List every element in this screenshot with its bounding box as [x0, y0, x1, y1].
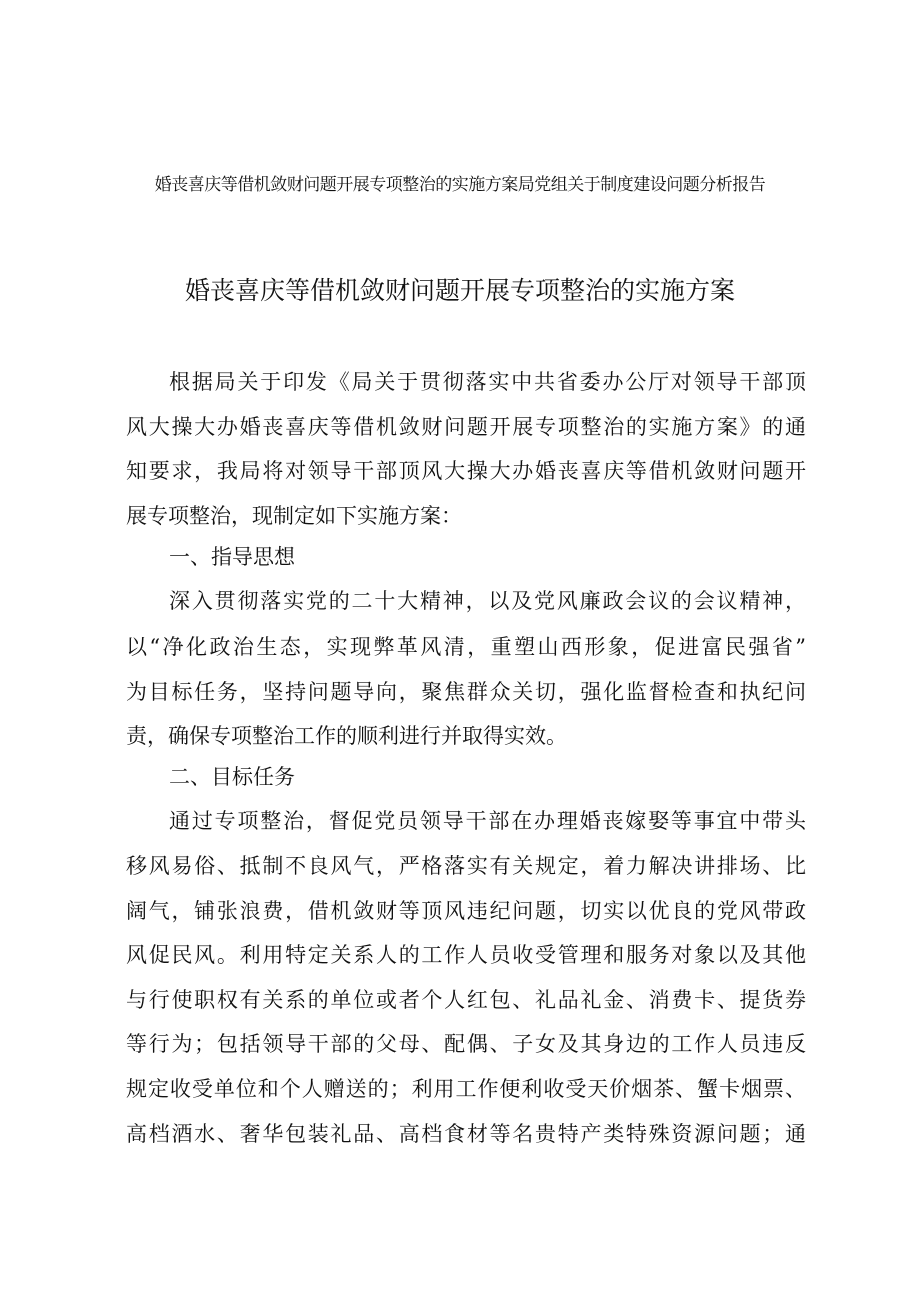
- section2-line: 阔气，铺张浪费，借机敛财等顶风违纪问题，切实以优良的党风带政: [126, 899, 806, 923]
- section2-line: 风促民风。利用特定关系人的工作人员收受管理和服务对象以及其他: [126, 943, 806, 967]
- document-header: 婚丧喜庆等借机敛财问题开展专项整治的实施方案局党组关于制度建设问题分析报告: [154, 175, 766, 195]
- intro-line: 展专项整治，现制定如下实施方案：: [126, 504, 462, 528]
- section1-line: 深入贯彻落实党的二十大精神，以及党风廉政会议的会议精神，: [169, 589, 806, 613]
- section1-line: 以“净化政治生态，实现弊革风清，重塑山西形象，促进富民强省”: [126, 635, 806, 659]
- section-heading-guiding-ideology: 一、指导思想: [169, 545, 295, 569]
- intro-line: 风大操大办婚丧喜庆等借机敛财问题开展专项整治的实施方案》的通: [126, 415, 806, 439]
- intro-line: 根据局关于印发《局关于贯彻落实中共省委办公厅对领导干部顶: [169, 370, 806, 394]
- section1-line: 责，确保专项整治工作的顺利进行并取得实效。: [126, 724, 567, 748]
- section2-line: 移风易俗、抵制不良风气，严格落实有关规定，着力解决讲排场、比: [126, 854, 806, 878]
- section2-line: 通过专项整治，督促党员领导干部在办理婚丧嫁娶等事宜中带头: [169, 809, 806, 833]
- section2-line: 等行为；包括领导干部的父母、配偶、子女及其身边的工作人员违反: [126, 1032, 806, 1056]
- document-title: 婚丧喜庆等借机敛财问题开展专项整治的实施方案: [184, 276, 735, 305]
- section2-line: 高档酒水、奢华包装礼品、高档食材等名贵特产类特殊资源问题；通: [126, 1122, 806, 1146]
- section-heading-goals-tasks: 二、目标任务: [169, 765, 295, 789]
- intro-line: 知要求，我局将对领导干部顶风大操大办婚丧喜庆等借机敛财问题开: [126, 459, 806, 483]
- section2-line: 规定收受单位和个人赠送的；利用工作便利收受天价烟茶、蟹卡烟票、: [126, 1077, 806, 1101]
- section2-line: 与行使职权有关系的单位或者个人红包、礼品礼金、消费卡、提货券: [126, 988, 806, 1012]
- section1-line: 为目标任务，坚持问题导向，聚焦群众关切，强化监督检查和执纪问: [126, 680, 806, 704]
